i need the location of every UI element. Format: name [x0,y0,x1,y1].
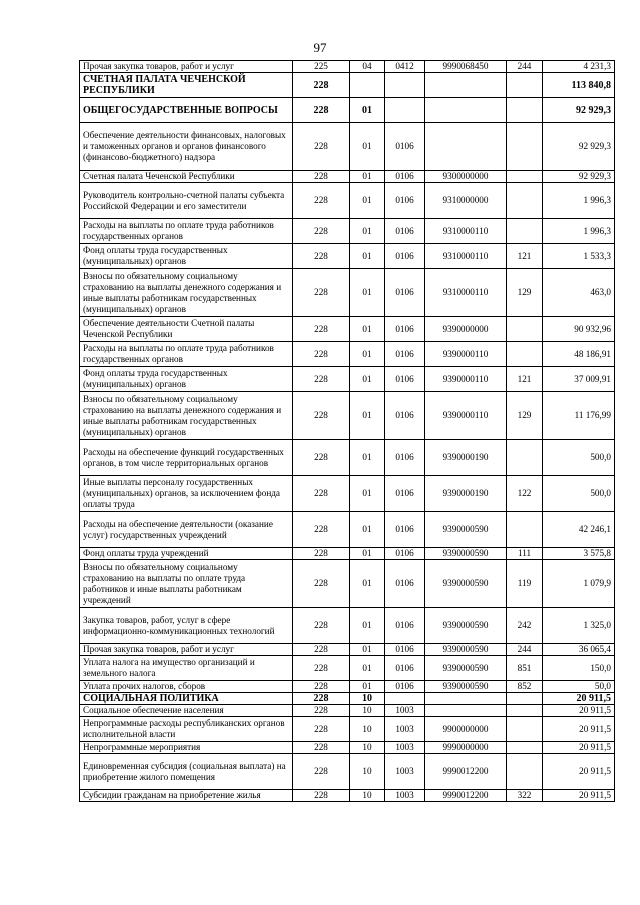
row-ved-cell: 228 [293,244,350,269]
row-amount-cell: 1 079,9 [543,560,615,608]
row-vr-cell: 322 [507,790,543,802]
table-row [80,342,615,367]
row-amount-cell: 20 911,5 [543,705,615,717]
table-row [80,476,615,512]
row-name-cell: Руководитель контрольно-счетной палаты субъекта Российской Федерации и его заместители [80,183,293,219]
row-csr-cell: 9310000110 [425,244,507,269]
row-vr-cell [507,717,543,742]
row-rz-cell: 01 [350,269,385,317]
row-rz-cell: 10 [350,790,385,802]
row-csr-cell [425,73,507,98]
row-pr-cell [385,693,425,705]
row-name-cell: Социальное обеспечение населения [80,705,293,717]
row-name-cell: Уплата прочих налогов, сборов [80,681,293,693]
row-name-cell: Прочая закупка товаров, работ и услуг [80,644,293,656]
row-name-cell: Расходы на выплаты по оплате труда работников государственных органов [80,219,293,244]
row-csr-cell: 9390000590 [425,644,507,656]
row-amount-cell: 42 246,1 [543,512,615,548]
row-amount-cell: 4 231,3 [543,61,615,73]
row-name-cell: Счетная палата Чеченской Республики [80,171,293,183]
row-pr-cell: 0106 [385,342,425,367]
row-ved-cell: 228 [293,183,350,219]
row-ved-cell: 228 [293,171,350,183]
row-pr-cell: 0106 [385,681,425,693]
table-row [80,705,615,717]
row-rz-cell: 10 [350,717,385,742]
table-row [80,73,615,98]
row-rz-cell: 01 [350,244,385,269]
row-amount-cell: 463,0 [543,269,615,317]
row-vr-cell: 121 [507,244,543,269]
row-rz-cell: 01 [350,656,385,681]
row-csr-cell: 9990068450 [425,61,507,73]
table-row [80,244,615,269]
row-name-cell: Иные выплаты персоналу государственных (муниципальных) органов, за исключением фонда оплаты труда [80,476,293,512]
row-name-cell: Фонд оплаты труда учреждений [80,548,293,560]
table-row [80,693,615,705]
row-name-cell: Прочая закупка товаров, работ и услуг [80,61,293,73]
row-csr-cell: 9390000110 [425,392,507,440]
row-name-cell: ОБЩЕГОСУДАРСТВЕННЫЕ ВОПРОСЫ [80,98,293,123]
row-pr-cell: 0106 [385,392,425,440]
row-name-cell: Непрограммные расходы республиканских органов исполнительной власти [80,717,293,742]
row-ved-cell: 228 [293,644,350,656]
row-rz-cell: 01 [350,560,385,608]
row-rz-cell: 01 [350,183,385,219]
row-csr-cell [425,705,507,717]
row-rz-cell: 01 [350,317,385,342]
row-csr-cell: 9310000000 [425,183,507,219]
row-pr-cell: 0106 [385,644,425,656]
row-amount-cell: 1 325,0 [543,608,615,644]
row-amount-cell: 3 575,8 [543,548,615,560]
row-pr-cell: 0106 [385,608,425,644]
table-row [80,681,615,693]
row-ved-cell: 228 [293,219,350,244]
table-row [80,656,615,681]
row-amount-cell: 11 176,99 [543,392,615,440]
row-pr-cell: 0106 [385,367,425,392]
row-pr-cell: 0106 [385,269,425,317]
row-vr-cell [507,98,543,123]
row-amount-cell: 500,0 [543,440,615,476]
row-name-cell: Взносы по обязательному социальному страхованию на выплаты денежного содержания и иные выплаты работникам государственных (муниципальных) органов [80,269,293,317]
row-pr-cell: 0106 [385,440,425,476]
row-vr-cell [507,742,543,754]
row-name-cell: Обеспечение деятельности финансовых, налоговых и таможенных органов и органов финансового (финансово-бюджетного) надзора [80,123,293,171]
row-rz-cell: 01 [350,608,385,644]
row-ved-cell: 228 [293,342,350,367]
row-pr-cell: 1003 [385,742,425,754]
row-rz-cell: 01 [350,392,385,440]
table-row [80,754,615,790]
row-ved-cell: 228 [293,476,350,512]
table-row [80,644,615,656]
table-row [80,742,615,754]
row-name-cell: Расходы на обеспечение деятельности (оказание услуг) государственных учреждений [80,512,293,548]
table-row [80,548,615,560]
row-csr-cell: 9390000110 [425,367,507,392]
row-vr-cell: 121 [507,367,543,392]
row-name-cell: Уплата налога на имущество организаций и земельного налога [80,656,293,681]
row-pr-cell: 0106 [385,656,425,681]
table-row [80,790,615,802]
table-row [80,367,615,392]
row-ved-cell: 225 [293,61,350,73]
row-amount-cell: 50,0 [543,681,615,693]
row-amount-cell: 90 932,96 [543,317,615,342]
row-rz-cell: 01 [350,644,385,656]
row-csr-cell: 9900000000 [425,717,507,742]
row-vr-cell [507,754,543,790]
row-name-cell: Субсидии гражданам на приобретение жилья [80,790,293,802]
row-amount-cell: 500,0 [543,476,615,512]
row-vr-cell: 244 [507,61,543,73]
row-pr-cell: 0106 [385,219,425,244]
row-ved-cell: 228 [293,98,350,123]
page-number: 97 [313,40,327,55]
row-pr-cell: 0106 [385,244,425,269]
row-vr-cell [507,317,543,342]
row-ved-cell: 228 [293,717,350,742]
row-vr-cell: 244 [507,644,543,656]
row-pr-cell: 0412 [385,61,425,73]
row-name-cell: Фонд оплаты труда государственных (муниципальных) органов [80,244,293,269]
table-row [80,183,615,219]
row-ved-cell: 228 [293,73,350,98]
row-csr-cell: 9310000110 [425,269,507,317]
row-name-cell: Обеспечение деятельности Счетной палаты Чеченской Республики [80,317,293,342]
table-row [80,512,615,548]
row-csr-cell: 9390000190 [425,440,507,476]
row-vr-cell [507,705,543,717]
row-csr-cell: 9390000110 [425,342,507,367]
row-pr-cell: 0106 [385,548,425,560]
row-name-cell: Единовременная субсидия (социальная выплата) на приобретение жилого помещения [80,754,293,790]
row-pr-cell: 0106 [385,183,425,219]
row-rz-cell: 10 [350,693,385,705]
row-vr-cell: 119 [507,560,543,608]
row-ved-cell: 228 [293,269,350,317]
row-csr-cell [425,693,507,705]
table-row [80,123,615,171]
row-vr-cell [507,183,543,219]
row-csr-cell [425,123,507,171]
row-csr-cell: 9990012200 [425,790,507,802]
row-ved-cell: 228 [293,560,350,608]
row-ved-cell: 228 [293,548,350,560]
row-ved-cell: 228 [293,512,350,548]
row-vr-cell [507,512,543,548]
table-row [80,98,615,123]
row-rz-cell: 10 [350,705,385,717]
row-name-cell: СЧЕТНАЯ ПАЛАТА ЧЕЧЕНСКОЙ РЕСПУБЛИКИ [80,73,293,98]
row-csr-cell: 9990012200 [425,754,507,790]
table-row [80,392,615,440]
budget-table [79,60,615,802]
row-csr-cell: 9390000590 [425,548,507,560]
table-row [80,608,615,644]
row-csr-cell: 9390000590 [425,560,507,608]
budget-table-body [80,61,615,802]
row-rz-cell: 01 [350,367,385,392]
row-rz-cell: 04 [350,61,385,73]
row-rz-cell [350,73,385,98]
row-pr-cell: 1003 [385,705,425,717]
row-ved-cell: 228 [293,317,350,342]
row-pr-cell [385,73,425,98]
row-rz-cell: 01 [350,681,385,693]
row-ved-cell: 228 [293,790,350,802]
row-rz-cell: 01 [350,342,385,367]
row-rz-cell: 10 [350,742,385,754]
table-row [80,171,615,183]
row-name-cell: Фонд оплаты труда государственных (муниципальных) органов [80,367,293,392]
row-vr-cell: 852 [507,681,543,693]
row-amount-cell: 37 009,91 [543,367,615,392]
table-row [80,61,615,73]
row-ved-cell: 228 [293,754,350,790]
row-amount-cell: 92 929,3 [543,123,615,171]
row-amount-cell: 113 840,8 [543,73,615,98]
row-pr-cell: 1003 [385,754,425,790]
row-rz-cell: 01 [350,219,385,244]
row-pr-cell: 1003 [385,717,425,742]
row-csr-cell: 9390000590 [425,681,507,693]
row-pr-cell: 0106 [385,476,425,512]
row-amount-cell: 92 929,3 [543,171,615,183]
row-csr-cell: 9310000110 [425,219,507,244]
table-row [80,219,615,244]
row-amount-cell: 20 911,5 [543,754,615,790]
row-csr-cell: 9300000000 [425,171,507,183]
row-rz-cell: 01 [350,98,385,123]
table-row [80,317,615,342]
table-row [80,269,615,317]
row-amount-cell: 20 911,5 [543,717,615,742]
row-rz-cell: 01 [350,171,385,183]
row-vr-cell [507,171,543,183]
row-pr-cell: 0106 [385,317,425,342]
row-name-cell: Взносы по обязательному социальному страхованию на выплаты денежного содержания и иные выплаты работникам государственных (муниципальных) органов [80,392,293,440]
row-pr-cell: 0106 [385,123,425,171]
row-vr-cell [507,73,543,98]
row-name-cell: Непрограммные мероприятия [80,742,293,754]
row-vr-cell: 111 [507,548,543,560]
row-rz-cell: 01 [350,476,385,512]
row-pr-cell: 0106 [385,560,425,608]
row-vr-cell [507,219,543,244]
row-rz-cell: 01 [350,512,385,548]
row-amount-cell: 48 186,91 [543,342,615,367]
row-name-cell: Расходы на обеспечение функций государственных органов, в том числе территориальных органов [80,440,293,476]
row-ved-cell: 228 [293,705,350,717]
row-ved-cell: 228 [293,123,350,171]
row-pr-cell: 1003 [385,790,425,802]
row-csr-cell: 9390000190 [425,476,507,512]
table-row [80,560,615,608]
row-vr-cell [507,440,543,476]
row-amount-cell: 20 911,5 [543,742,615,754]
row-vr-cell: 242 [507,608,543,644]
row-name-cell: Расходы на выплаты по оплате труда работников государственных органов [80,342,293,367]
row-csr-cell: 9390000590 [425,608,507,644]
row-csr-cell: 9390000000 [425,317,507,342]
row-rz-cell: 01 [350,440,385,476]
row-ved-cell: 228 [293,367,350,392]
row-amount-cell: 1 996,3 [543,183,615,219]
row-ved-cell: 228 [293,392,350,440]
row-vr-cell: 129 [507,269,543,317]
row-ved-cell: 228 [293,693,350,705]
row-csr-cell: 9390000590 [425,656,507,681]
row-csr-cell [425,98,507,123]
row-vr-cell: 851 [507,656,543,681]
row-ved-cell: 228 [293,440,350,476]
row-amount-cell: 1 533,3 [543,244,615,269]
row-vr-cell [507,123,543,171]
row-ved-cell: 228 [293,656,350,681]
row-vr-cell [507,342,543,367]
table-row [80,440,615,476]
row-name-cell: Закупка товаров, работ, услуг в сфере информационно-коммуникационных технологий [80,608,293,644]
row-pr-cell: 0106 [385,512,425,548]
row-name-cell: Взносы по обязательному социальному страхованию на выплаты по оплате труда работников и иные выплаты работникам учреждений [80,560,293,608]
row-amount-cell: 150,0 [543,656,615,681]
row-rz-cell: 01 [350,548,385,560]
row-rz-cell: 01 [350,123,385,171]
row-rz-cell: 10 [350,754,385,790]
row-vr-cell [507,693,543,705]
row-ved-cell: 228 [293,742,350,754]
row-vr-cell: 129 [507,392,543,440]
table-row [80,717,615,742]
row-amount-cell: 1 996,3 [543,219,615,244]
row-pr-cell: 0106 [385,171,425,183]
row-ved-cell: 228 [293,608,350,644]
row-csr-cell: 9390000590 [425,512,507,548]
row-ved-cell: 228 [293,681,350,693]
row-amount-cell: 20 911,5 [543,693,615,705]
row-amount-cell: 20 911,5 [543,790,615,802]
row-amount-cell: 36 065,4 [543,644,615,656]
row-name-cell: СОЦИАЛЬНАЯ ПОЛИТИКА [80,693,293,705]
row-csr-cell: 9990000000 [425,742,507,754]
row-vr-cell: 122 [507,476,543,512]
row-amount-cell: 92 929,3 [543,98,615,123]
row-pr-cell [385,98,425,123]
